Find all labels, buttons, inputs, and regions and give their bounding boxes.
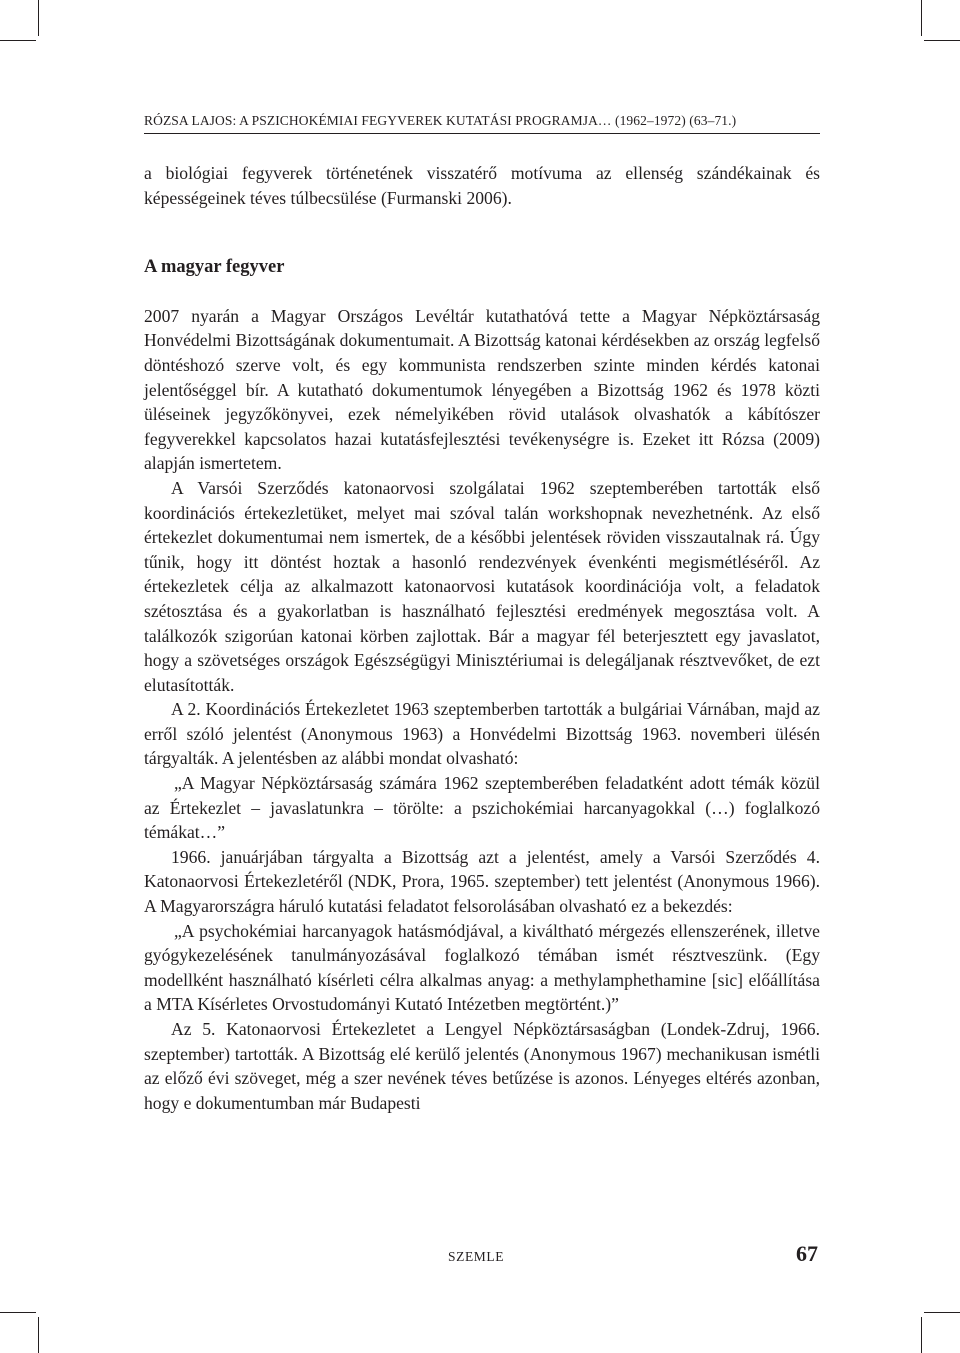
crop-mark bbox=[38, 1317, 39, 1353]
block-quote: „A Magyar Népköztársaság számára 1962 szeptemberében feladatként adott témák közül az Értekezlet – javaslatunkra – törölte: a pszichokémiai harcanyagokkal (…) foglalkozó témákat…” bbox=[144, 773, 820, 843]
body-paragraph: A Varsói Szerződés katonaorvosi szolgálatai 1962 szeptemberében tartották első koordinációs értekezletüket, melyet mai szóval talán workshopnak nevezhetnénk. Az első értekezlet dokumentumai nem ismertek, de a későbbi jelentések röviden visszautalnak rá. Úgy tűnik, hogy itt döntést hoztak a hasonló rendezvények évenkénti megismétléséről. Az értekezletek célja az alkalmazott katonaorvosi kutatások koordinációja volt, a feladatok szétosztása és a gyakorlatban is használható fejlesztési eredmények megosztása volt. A találkozók szigorúan katonai körben zajlottak. Bár a magyar fél beterjesztett egy javaslatot, hogy a szövetséges országok Egészségügyi Minisztériumai is delegáljanak résztvevőket, de ezt elutasították. bbox=[144, 477, 820, 695]
crop-mark bbox=[924, 40, 960, 41]
page-number: 67 bbox=[796, 1241, 818, 1266]
body-paragraph: A 2. Koordinációs Értekezletet 1963 szeptemberben tartották a bulgáriai Várnában, majd az erről szóló jelentést (Anonymous 1963) a Honvédelmi Bizottság 1963. novemberi ülésén tárgyalták. A jelentésben az alábbi mondat olvasható: bbox=[144, 699, 820, 769]
block-quote: „A psychokémiai harcanyagok hatásmódjával, a kiváltható mérgezés ellenszerének, illetve gyógykezelésének tanulmányozásával foglalkozó témában ismét résztveszünk. (Egy modellként használható kísérleti célra alkalmas anyag: a methylamphethamine [sic] előállítása a MTA Kísérletes Orvostudományi Kutató Intézetben megtörtént.)” bbox=[144, 920, 820, 1015]
body-paragraph: Az 5. Katonaorvosi Értekezletet a Lengyel Népköztársaságban (Londek-Zdruj, 1966. szeptember) tartották. A Bizottság elé kerülő jelentés (Anonymous 1967) mechanikusan ismétli az előző évi szöveget, még a szer nevének téves betűzése is azonos. Lényeges eltérés azonban, hogy e dokumentumban már Budapesti bbox=[144, 1019, 820, 1113]
section-title: A magyar fegyver bbox=[144, 257, 285, 278]
crop-mark bbox=[924, 1312, 960, 1313]
crop-mark bbox=[38, 0, 39, 36]
crop-mark bbox=[0, 40, 36, 41]
continuation-paragraph: a biológiai fegyverek történetének visszatérő motívuma az ellenség szándékainak és képességeinek téves túlbecsülése (Furmanski 2006). bbox=[144, 163, 820, 208]
running-head: RÓZSA LAJOS: A PSZICHOKÉMIAI FEGYVEREK KUTATÁSI PROGRAMJA… (1962–1972) (63–71.) bbox=[144, 113, 737, 128]
crop-mark bbox=[0, 1312, 36, 1313]
article-body bbox=[144, 161, 820, 1115]
journal-label: SZEMLE bbox=[448, 1249, 505, 1264]
body-paragraph: 1966. januárjában tárgyalta a Bizottság azt a jelentést, amely a Varsói Szerződés 4. Katonaorvosi Értekezletéről (NDK, Prora, 1965. szeptember) tett jelentést (Anonymous 1966). A Magyarországra háruló kutatási feladatot felsorolásában olvasható ez a bekezdés: bbox=[144, 846, 820, 917]
crop-mark bbox=[921, 1317, 922, 1353]
body-paragraph: 2007 nyarán a Magyar Országos Levéltár kutathatóvá tette a Magyar Népköztársaság Honvédelmi Bizottságának dokumentumait. A Bizottság katonai kérdésekben az ország legfelső döntéshozó szerve volt, és egy kommunista rendszerben szinte minden kérdés katonai jelentőséggel bír. A kutatható dokumentumok lényegében a Bizottság 1962 és 1978 közti üléseinek jegyzőkönyvei, ezek némelyikében rövid utalások olvashatók a kábítószer fegyverekkel kapcsolatos hazai kutatásfejlesztési tevékenységre is. Ezeket itt Rózsa (2009) alapján ismertetem. bbox=[144, 305, 820, 474]
crop-mark bbox=[921, 0, 922, 36]
header-rule bbox=[144, 133, 820, 134]
